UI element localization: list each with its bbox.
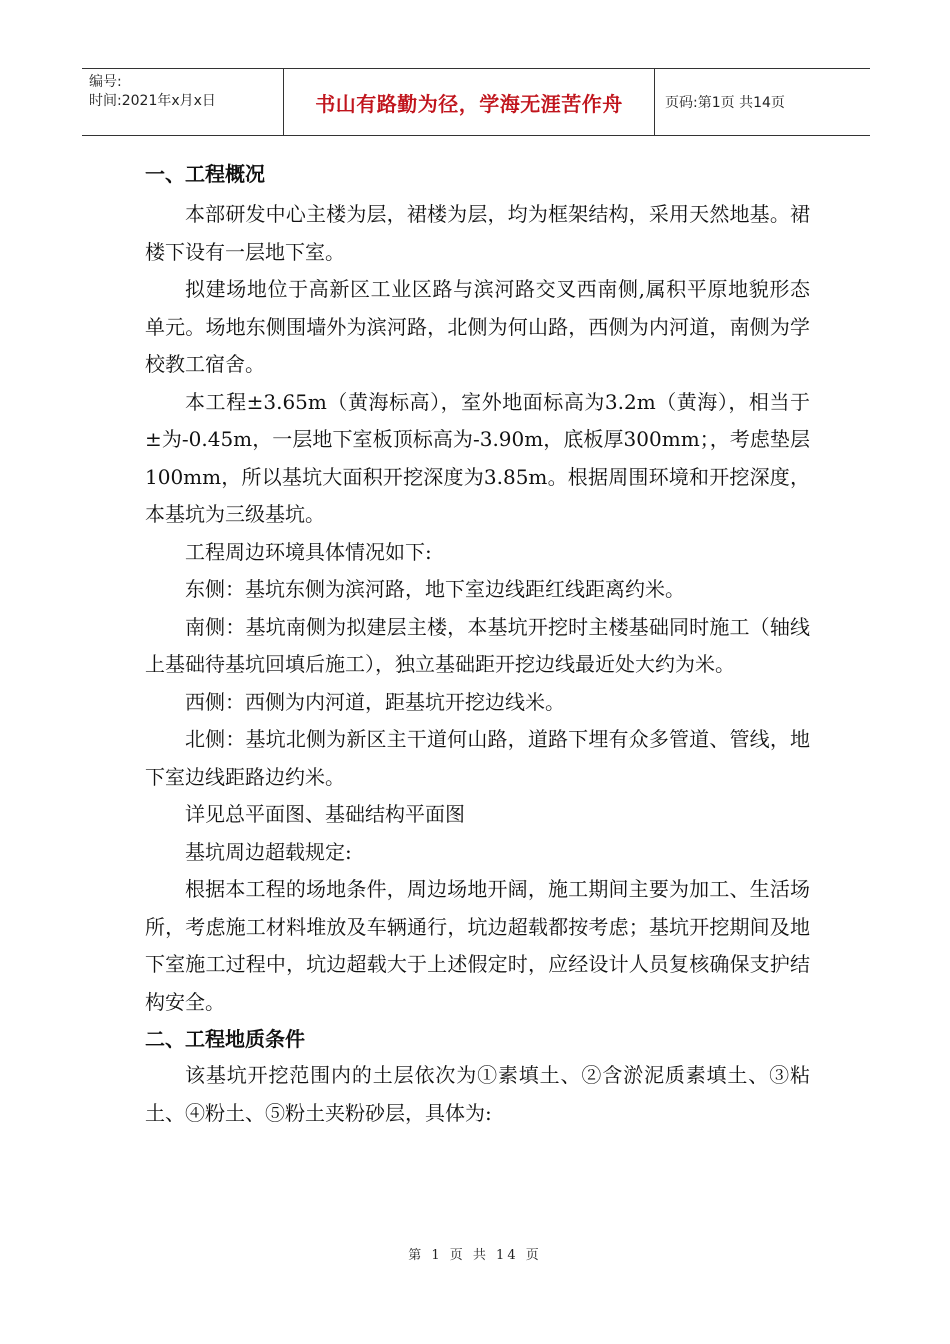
motto-text: 书山有路勤为径，学海无涯苦作舟 — [315, 91, 623, 116]
page-footer: 第 1 页 共 14 页 — [408, 1248, 542, 1263]
paragraph: 该基坑开挖范围内的土层依次为①素填土、②含淤泥质素填土、③粘土、④粉土、⑤粉土夹粉砂层，具体为: — [145, 1063, 810, 1125]
header-motto-cell — [283, 69, 655, 135]
section-heading-geology: 二、工程地质条件 — [145, 1027, 305, 1051]
paragraph: 拟建场地位于高新区工业区路与滨河路交叉西南侧,属积平原地貌形态单元。场地东侧围墙外为滨河路，北侧为何山路，西侧为内河道，南侧为学校教工宿舍。 — [145, 277, 810, 376]
time-label: 时间:2021年x月x日 — [89, 93, 216, 109]
header-meta — [82, 69, 283, 135]
paragraph: 详见总平面图、基础结构平面图 — [185, 802, 465, 826]
paragraph: 西侧：西侧为内河道，距基坑开挖边线米。 — [185, 689, 565, 714]
number-label: 编号: — [89, 74, 122, 90]
paragraph: 东侧：基坑东侧为滨河路，地下室边线距红线距离约米。 — [185, 577, 685, 601]
paragraph: 工程周边环境具体情况如下: — [185, 539, 432, 564]
paragraph: 基坑周边超载规定: — [185, 839, 352, 864]
paragraph: 南侧：基坑南侧为拟建层主楼，本基坑开挖时主楼基础同时施工（轴线上基础待基坑回填后施工），独立基础距开挖边线最近处大约为米。 — [145, 614, 810, 676]
paragraph: 根据本工程的场地条件，周边场地开阔，施工期间主要为加工、生活场所，考虑施工材料堆放及车辆通行，坑边超载都按考虑；基坑开挖期间及地下室施工过程中，坑边超载大于上述假定时，应经设计人员复核确保支护结构安全。 — [145, 877, 810, 1014]
document-header — [82, 68, 870, 136]
page-info-text: 页码:第1页 共14页 — [665, 95, 785, 111]
paragraph: 北侧：基坑北侧为新区主干道何山路，道路下埋有众多管道、管线，地下室边线距路边约米。 — [145, 727, 810, 789]
paragraph: 本部研发中心主楼为层，裙楼为层，均为框架结构，采用天然地基。裙楼下设有一层地下室。 — [145, 202, 810, 264]
header-page-info — [655, 69, 870, 135]
paragraph: 本工程±3.65m（黄海标高），室外地面标高为3.2m（黄海），相当于±为-0.45m，一层地下室板顶标高为-3.90m，底板厚300mm；，考虑垫层100mm，所以基坑大面积开挖深度为3.85m。根据周围环境和开挖深度，本基坑为三级基坑。 — [145, 389, 810, 526]
section-heading-overview: 一、工程概况 — [145, 162, 265, 186]
document-body — [145, 156, 810, 1132]
